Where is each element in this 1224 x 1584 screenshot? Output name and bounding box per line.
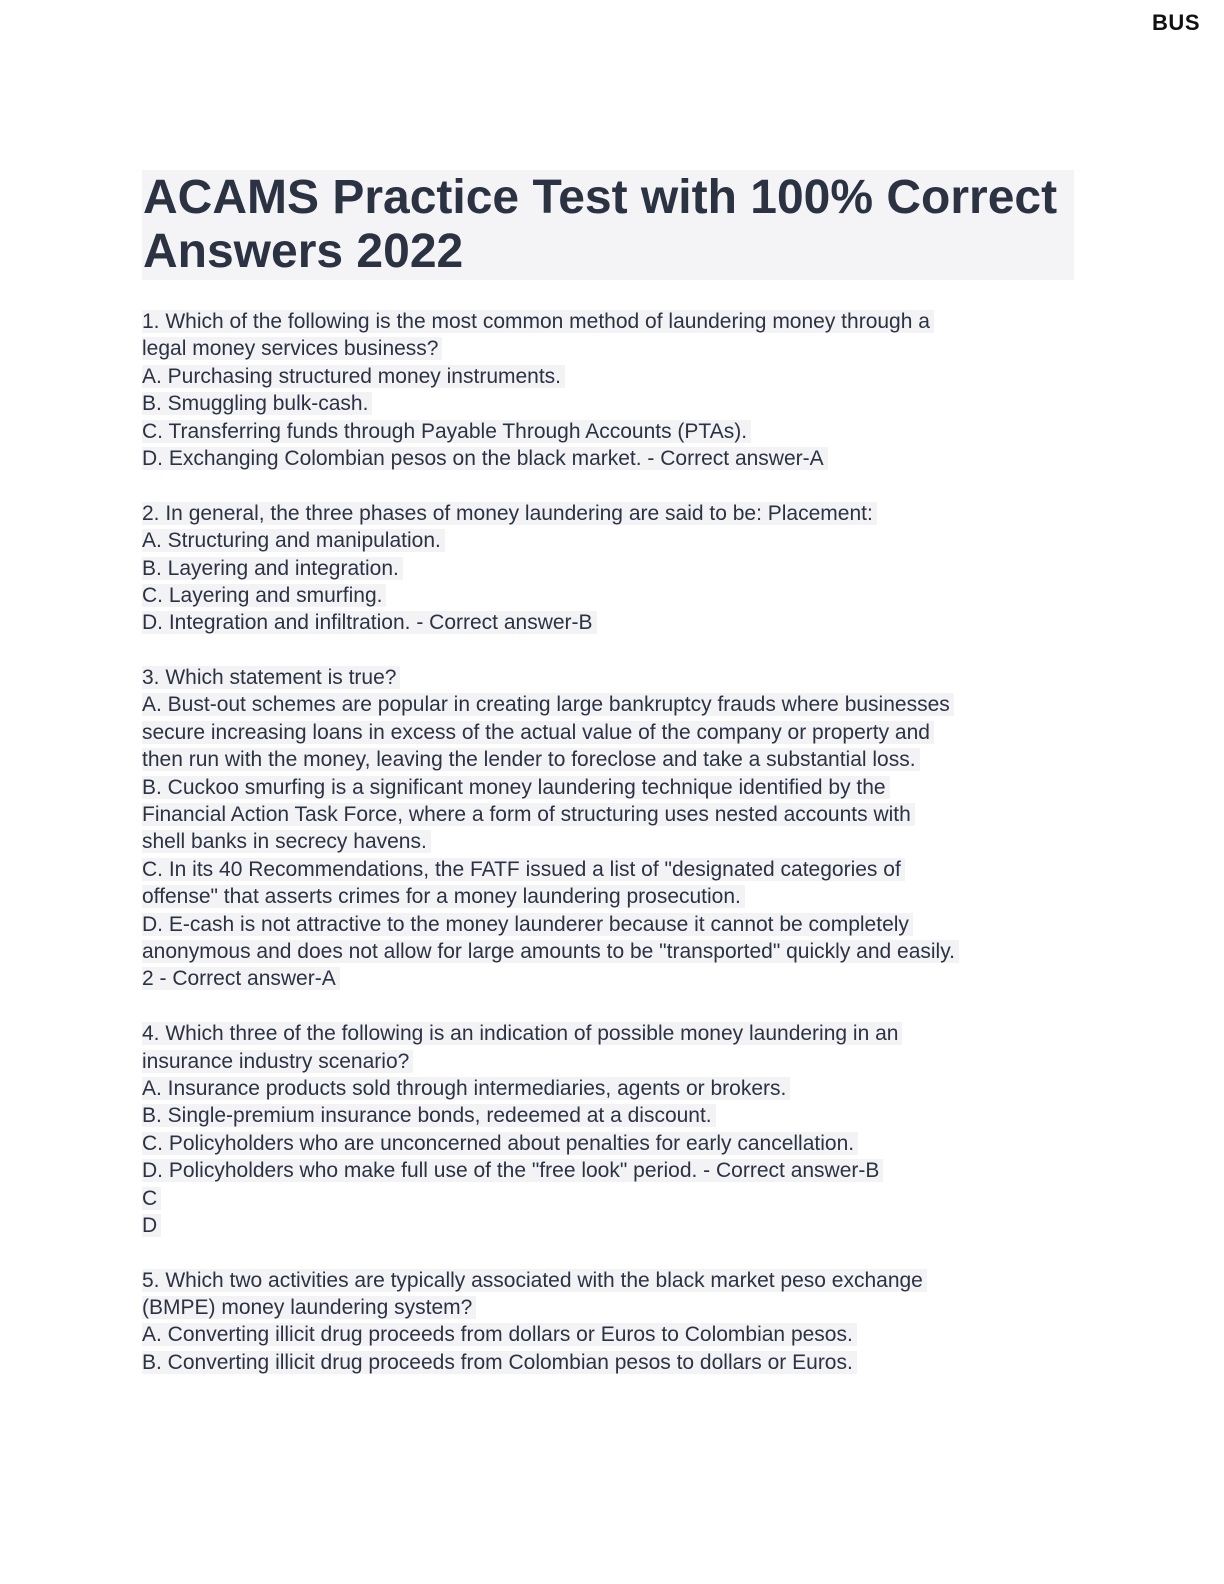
- option-text: anonymous and does not allow for large amounts to be "transported" quickly and easily.: [142, 940, 959, 963]
- answer-option: [142, 801, 1074, 828]
- option-text: A. Converting illicit drug proceeds from dollars or Euros to Colombian pesos.: [142, 1323, 857, 1346]
- question-2: [142, 500, 1074, 637]
- answer-line: [142, 1185, 1074, 1212]
- question-line: [142, 1294, 1074, 1321]
- option-text: B. Cuckoo smurfing is a significant money laundering technique identified by the: [142, 776, 890, 799]
- answer-text: D: [142, 1214, 161, 1237]
- option-text: B. Smuggling bulk-cash.: [142, 392, 372, 415]
- option-text: C. Policyholders who are unconcerned about penalties for early cancellation.: [142, 1132, 858, 1155]
- option-text: C. Transferring funds through Payable Through Accounts (PTAs).: [142, 420, 751, 443]
- option-text: D. Integration and infiltration. - Correct answer-B: [142, 611, 597, 634]
- answer-option: [142, 445, 1074, 472]
- answer-option: [142, 719, 1074, 746]
- question-4: [142, 1020, 1074, 1239]
- question-line: [142, 1267, 1074, 1294]
- question-text: 4. Which three of the following is an indication of possible money laundering in an: [142, 1022, 902, 1045]
- answer-line: [142, 1212, 1074, 1239]
- answer-option: [142, 774, 1074, 801]
- answer-option: [142, 938, 1074, 965]
- answer-option: [142, 1130, 1074, 1157]
- answer-option: [142, 555, 1074, 582]
- answer-option: [142, 390, 1074, 417]
- answer-option: [142, 582, 1074, 609]
- option-text: B. Layering and integration.: [142, 557, 403, 580]
- answer-option: [142, 527, 1074, 554]
- answer-option: [142, 856, 1074, 883]
- option-text: A. Structuring and manipulation.: [142, 529, 445, 552]
- answer-option: [142, 1102, 1074, 1129]
- answer-option: [142, 883, 1074, 910]
- option-text: B. Converting illicit drug proceeds from Colombian pesos to dollars or Euros.: [142, 1351, 857, 1374]
- answer-option: [142, 418, 1074, 445]
- option-text: offense" that asserts crimes for a money laundering prosecution.: [142, 885, 745, 908]
- question-line: [142, 500, 1074, 527]
- question-text: 5. Which two activities are typically associated with the black market peso exchange: [142, 1269, 927, 1292]
- option-text: Financial Action Task Force, where a form of structuring uses nested accounts with: [142, 803, 915, 826]
- question-line: [142, 1048, 1074, 1075]
- answer-option: [142, 1075, 1074, 1102]
- answer-option: [142, 828, 1074, 855]
- question-text: insurance industry scenario?: [142, 1050, 413, 1073]
- question-text: legal money services business?: [142, 337, 442, 360]
- document-body: [142, 170, 1074, 1404]
- answer-line: [142, 965, 1074, 992]
- option-text: B. Single-premium insurance bonds, redeemed at a discount.: [142, 1104, 716, 1127]
- option-text: C. Layering and smurfing.: [142, 584, 386, 607]
- answer-option: [142, 363, 1074, 390]
- question-text: 1. Which of the following is the most common method of laundering money through a: [142, 310, 934, 333]
- question-text: 3. Which statement is true?: [142, 666, 400, 689]
- question-text: (BMPE) money laundering system?: [142, 1296, 476, 1319]
- document-title: [142, 170, 1074, 280]
- answer-text: 2 - Correct answer-A: [142, 967, 340, 990]
- answer-option: [142, 609, 1074, 636]
- question-1: [142, 308, 1074, 472]
- answer-text: C: [142, 1187, 161, 1210]
- option-text: D. Exchanging Colombian pesos on the black market. - Correct answer-A: [142, 447, 828, 470]
- answer-option: [142, 746, 1074, 773]
- question-5: [142, 1267, 1074, 1377]
- option-text: D. E-cash is not attractive to the money launderer because it cannot be completely: [142, 913, 913, 936]
- option-text: D. Policyholders who make full use of the "free look" period. - Correct answer-B: [142, 1159, 883, 1182]
- question-line: [142, 308, 1074, 335]
- header-tag: BUS: [1152, 10, 1200, 35]
- title-line-2: Answers 2022: [143, 225, 464, 278]
- option-text: A. Purchasing structured money instruments.: [142, 365, 565, 388]
- question-line: [142, 664, 1074, 691]
- question-3: [142, 664, 1074, 993]
- answer-option: [142, 691, 1074, 718]
- option-text: C. In its 40 Recommendations, the FATF issued a list of "designated categories of: [142, 858, 905, 881]
- question-line: [142, 1020, 1074, 1047]
- option-text: shell banks in secrecy havens.: [142, 830, 431, 853]
- answer-option: [142, 1349, 1074, 1376]
- option-text: A. Bust-out schemes are popular in creating large bankruptcy frauds where businesses: [142, 693, 954, 716]
- question-line: [142, 335, 1074, 362]
- option-text: then run with the money, leaving the lender to foreclose and take a substantial loss.: [142, 748, 920, 771]
- option-text: A. Insurance products sold through intermediaries, agents or brokers.: [142, 1077, 790, 1100]
- option-text: secure increasing loans in excess of the actual value of the company or property and: [142, 721, 934, 744]
- question-text: 2. In general, the three phases of money laundering are said to be: Placement:: [142, 502, 877, 525]
- answer-option: [142, 1157, 1074, 1184]
- answer-option: [142, 1321, 1074, 1348]
- title-line-1: ACAMS Practice Test with 100% Correct: [143, 171, 1058, 224]
- answer-option: [142, 911, 1074, 938]
